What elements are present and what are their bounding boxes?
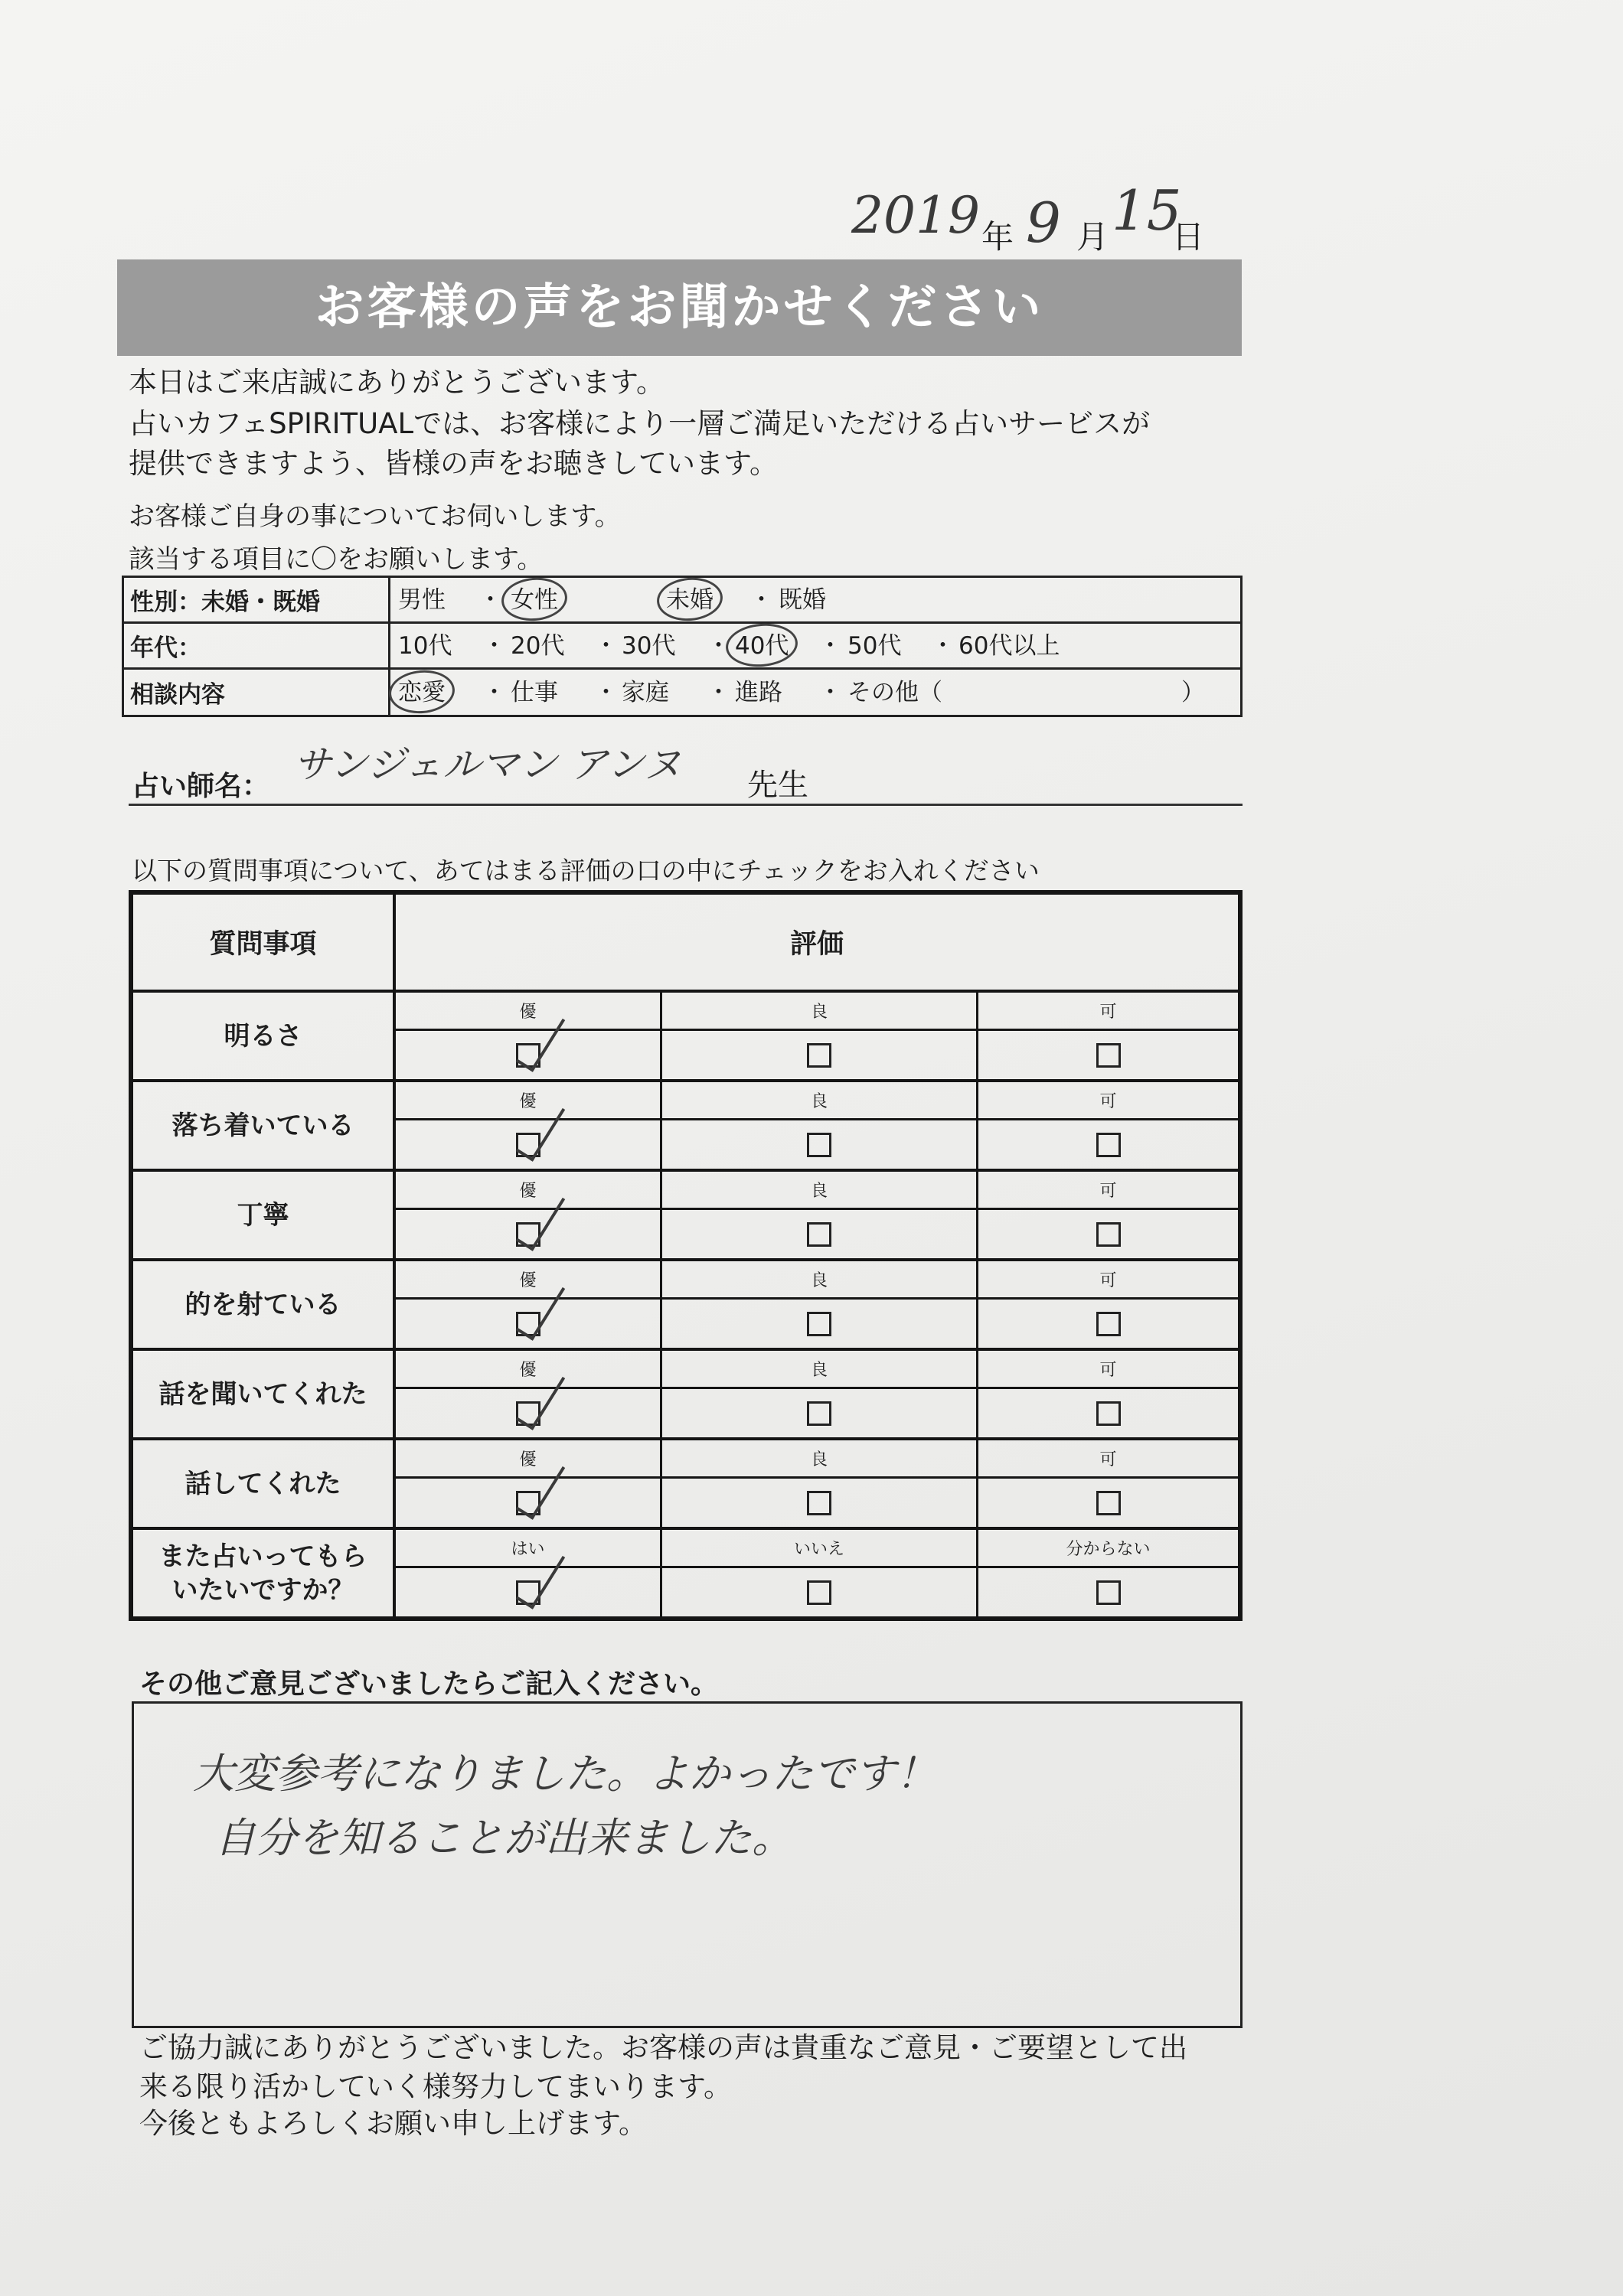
question-label: 明るさ [224, 1020, 302, 1052]
question-label: 話を聞いてくれた [158, 1378, 367, 1410]
profile-option: 男性 [398, 585, 446, 614]
fortune-teller-suffix: 先生 [747, 768, 808, 803]
rating-option-cell [396, 1530, 662, 1616]
rating-option-cell [978, 993, 1238, 1079]
rating-checkbox-cell [978, 1120, 1238, 1169]
rating-checkbox-cell [978, 1300, 1238, 1348]
checkbox [516, 1043, 540, 1068]
rating-checkbox-cell [978, 1568, 1238, 1616]
rating-option-cell [396, 1351, 662, 1437]
checkbox [516, 1133, 540, 1157]
profile-option: 仕事 [511, 678, 558, 706]
profile-option: 40代 [735, 631, 789, 660]
footer-line: ご協力誠にありがとうございました。お客様の声は貴重なご意見・ご要望として出 [139, 2031, 1187, 2064]
rating-option-cell [978, 1440, 1238, 1527]
other-close-paren: ） [1181, 678, 1205, 706]
checkbox [807, 1222, 831, 1247]
rating-checkbox-cell [662, 1120, 976, 1169]
rating-option-label: 良 [662, 1172, 976, 1210]
question-row [133, 1437, 1238, 1527]
rating-option-cell [662, 1082, 978, 1169]
rating-option-label: 可 [978, 1351, 1238, 1389]
rating-option-cell [978, 1261, 1238, 1348]
rating-option-cell [662, 993, 978, 1079]
checkbox [1096, 1491, 1121, 1515]
checkbox [1096, 1133, 1121, 1157]
rating-checkbox-cell [662, 1031, 976, 1079]
separator: ・ [707, 678, 730, 706]
rating-checkbox-cell [396, 1120, 660, 1169]
rating-option-label: 優 [396, 1351, 660, 1389]
rating-option-label: 可 [978, 1440, 1238, 1479]
checkbox [516, 1312, 540, 1336]
rating-checkbox-cell [396, 1479, 660, 1527]
profile-option: 30代 [622, 631, 676, 660]
checkbox [516, 1401, 540, 1426]
rating-option-cell [978, 1172, 1238, 1258]
profile-option: 恋愛 [398, 678, 446, 706]
comment-line: 大変参考になりました。よかったです！ [193, 1750, 937, 1798]
about-line: お客様ご自身の事についてお伺いします。 [129, 501, 621, 532]
rating-option-cell [662, 1261, 978, 1348]
form-title: お客様の声をお聞かせください [117, 259, 1242, 356]
header-rating: 評価 [789, 929, 844, 960]
profile-option: 60代以上 [958, 631, 1060, 660]
checkbox [1096, 1312, 1121, 1336]
profile-row-gender [124, 578, 1240, 624]
rating-checkbox-cell [978, 1031, 1238, 1079]
rating-option-label: 優 [396, 1440, 660, 1479]
comment-line: 自分を知ることが出来ました。 [214, 1814, 793, 1862]
rating-checkbox-cell [978, 1479, 1238, 1527]
separator: ・ [707, 631, 730, 660]
separator: ・ [482, 678, 506, 706]
header-question: 質問事項 [133, 895, 396, 990]
rating-option-cell [978, 1351, 1238, 1437]
checkbox [807, 1312, 831, 1336]
checkbox [1096, 1043, 1121, 1068]
checkbox [516, 1491, 540, 1515]
rating-checkbox-cell [662, 1389, 976, 1437]
profile-options [390, 578, 1240, 621]
comments-prompt: その他ご意見ございましたらご記入ください。 [139, 1668, 719, 1700]
rating-option-label: 良 [662, 993, 976, 1031]
rating-option-label: 良 [662, 1351, 976, 1389]
question-row [133, 1258, 1238, 1348]
question-cell [133, 1440, 396, 1527]
checkbox [807, 1043, 831, 1068]
rating-checkbox-cell [978, 1210, 1238, 1258]
rating-checkbox-cell [662, 1568, 976, 1616]
rating-option-label: 分からない [978, 1530, 1238, 1568]
date-month-unit: 月 [1076, 218, 1109, 256]
fortune-teller-name: サンジェルマン アンヌ [293, 742, 682, 787]
question-row [133, 1169, 1238, 1258]
rating-option-cell [978, 1530, 1238, 1616]
question-cell [133, 1082, 396, 1169]
checkbox [516, 1580, 540, 1605]
question-label: 落ち着いている [171, 1110, 354, 1141]
rating-checkbox-cell [396, 1389, 660, 1437]
profile-option: 進路 [735, 678, 782, 706]
profile-label: 性別：未婚・既婚 [124, 578, 390, 621]
rating-option-cell [978, 1082, 1238, 1169]
rating-checkbox-cell [396, 1210, 660, 1258]
profile-option: 家庭 [622, 678, 669, 706]
name-underline [129, 804, 1243, 806]
profile-row-consultation [124, 670, 1240, 715]
date-day: 15 [1112, 178, 1182, 243]
question-row [133, 1079, 1238, 1169]
rating-table-header [133, 895, 1238, 990]
rating-option-label: 良 [662, 1261, 976, 1300]
footer-line: 来る限り活かしていく様努力してまいります。 [139, 2070, 733, 2103]
intro-line: 提供できますよう、皆様の声をお聴きしています。 [129, 447, 779, 480]
rating-checkbox-cell [396, 1300, 660, 1348]
rating-option-label: 可 [978, 1261, 1238, 1300]
checkbox [1096, 1401, 1121, 1426]
question-label: 的を射ている [185, 1289, 341, 1320]
profile-option: 未婚 [666, 585, 714, 614]
rating-option-label: いいえ [662, 1530, 976, 1568]
date-month: 9 [1026, 191, 1061, 255]
checkbox [1096, 1222, 1121, 1247]
rating-option-label: 優 [396, 1261, 660, 1300]
profile-table [122, 576, 1243, 717]
rating-checkbox-cell [396, 1568, 660, 1616]
separator: ・ [931, 631, 955, 660]
separator: ・ [594, 631, 618, 660]
date-day-unit: 日 [1172, 218, 1205, 256]
rating-checkbox-cell [662, 1210, 976, 1258]
question-cell [133, 1351, 396, 1437]
separator: ・ [749, 585, 773, 614]
checkbox [807, 1580, 831, 1605]
intro-line: 本日はご来店誠にありがとうございます。 [129, 366, 665, 399]
question-label: 丁寧 [237, 1199, 289, 1231]
question-cell [133, 993, 396, 1079]
rating-option-cell [396, 1261, 662, 1348]
profile-option: 10代 [398, 631, 452, 660]
footer-line: 今後ともよろしくお願い申し上げます。 [139, 2107, 648, 2140]
rating-checkbox-cell [662, 1300, 976, 1348]
fortune-teller-label: 占い師名： [132, 771, 270, 802]
rating-option-label: 優 [396, 993, 660, 1031]
question-cell [133, 1172, 396, 1258]
rating-option-cell [662, 1440, 978, 1527]
question-cell [133, 1261, 396, 1348]
profile-label: 年代： [124, 624, 390, 667]
separator: ・ [482, 631, 506, 660]
rating-option-label: 可 [978, 1082, 1238, 1120]
checkbox [807, 1133, 831, 1157]
about-line: 該当する項目に〇をお願いします。 [129, 544, 544, 575]
rating-option-cell [396, 1440, 662, 1527]
rating-option-cell [396, 1172, 662, 1258]
profile-options [390, 670, 1240, 715]
profile-option: 女性 [511, 585, 558, 614]
checkbox [1096, 1580, 1121, 1605]
profile-label: 相談内容 [124, 670, 390, 715]
question-row [133, 1348, 1238, 1437]
rating-option-label: 良 [662, 1440, 976, 1479]
date-year: 2019 [851, 186, 980, 245]
rating-option-cell [662, 1351, 978, 1437]
rating-option-label: 可 [978, 1172, 1238, 1210]
rating-option-cell [396, 993, 662, 1079]
profile-options [390, 624, 1240, 667]
question-label: 話してくれた [185, 1468, 341, 1499]
checkbox [807, 1491, 831, 1515]
separator: ・ [594, 678, 618, 706]
rating-option-cell [396, 1082, 662, 1169]
question-cell [133, 1530, 396, 1616]
profile-row-age [124, 624, 1240, 670]
rating-checkbox-cell [662, 1479, 976, 1527]
separator: ・ [818, 678, 842, 706]
checkbox [807, 1401, 831, 1426]
rating-option-label: 優 [396, 1172, 660, 1210]
separator: ・ [818, 631, 842, 660]
question-row [133, 1527, 1238, 1616]
rating-option-cell [662, 1172, 978, 1258]
rating-table [129, 890, 1243, 1621]
rating-instruction: 以下の質問事項について、あてはまる評価の口の中にチェックをお入れください [132, 856, 1040, 885]
intro-line: 占いカフェSPIRITUALでは、お客様により一層ご満足いただける占いサービスが [129, 407, 1151, 440]
rating-checkbox-cell [978, 1389, 1238, 1437]
profile-option: 50代 [847, 631, 902, 660]
profile-option: 20代 [511, 631, 565, 660]
comments-box [132, 1701, 1243, 2028]
rating-option-label: はい [396, 1530, 660, 1568]
question-label-line: いたいですか？ [171, 1574, 354, 1606]
profile-option-other: その他（ [847, 678, 942, 706]
checkbox [516, 1222, 540, 1247]
question-label-line: また占いってもら [158, 1541, 367, 1572]
question-row [133, 990, 1238, 1079]
separator: ・ [478, 585, 502, 614]
rating-option-label: 良 [662, 1082, 976, 1120]
rating-option-label: 優 [396, 1082, 660, 1120]
date-year-unit: 年 [981, 218, 1014, 256]
rating-option-label: 可 [978, 993, 1238, 1031]
rating-checkbox-cell [396, 1031, 660, 1079]
rating-option-cell [662, 1530, 978, 1616]
profile-option: 既婚 [779, 585, 826, 614]
